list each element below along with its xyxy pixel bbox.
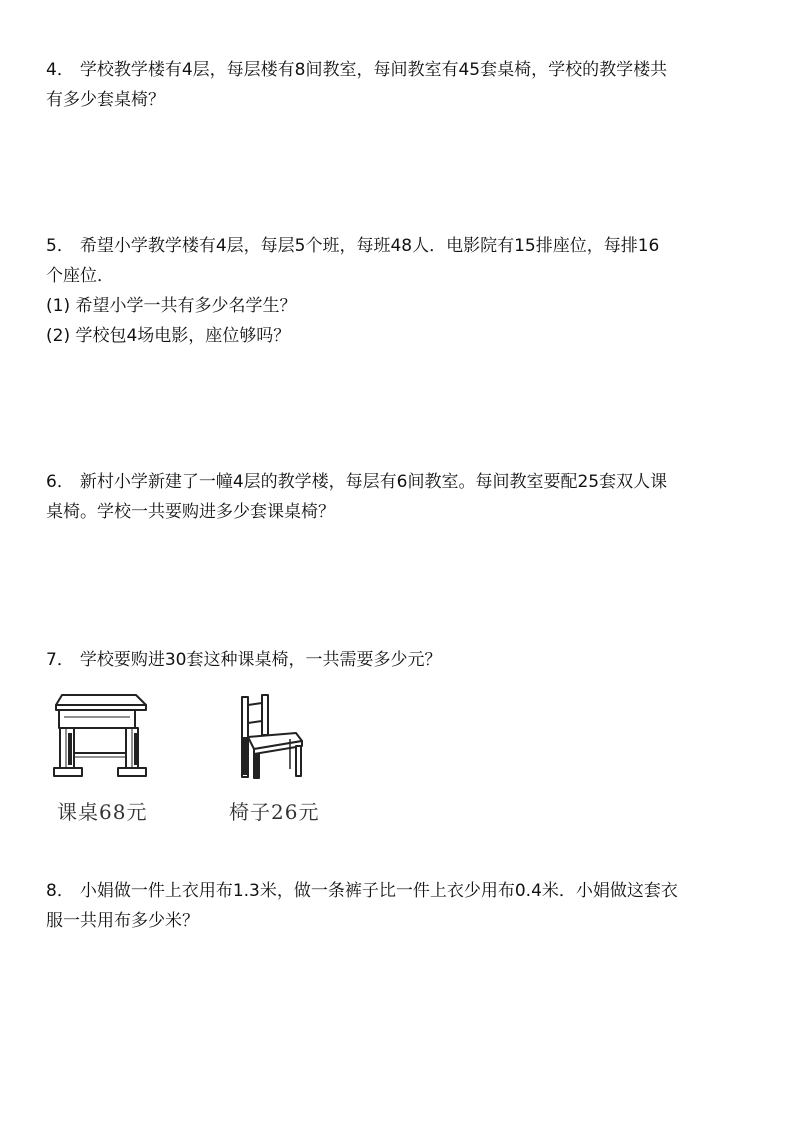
question-8 — [46, 876, 748, 936]
question-5-line-2: 个座位． — [46, 266, 114, 286]
desk-icon — [50, 683, 150, 785]
question-text: 小娟做一件上衣用布1.3米，做一条裤子比一件上衣少用布0.4米．小娟做这套衣 — [79, 881, 678, 901]
question-4-line-2: 有多少套桌椅？ — [46, 90, 165, 110]
question-4-line-1 — [46, 55, 748, 85]
question-4 — [46, 55, 748, 115]
question-7-line-1 — [46, 645, 748, 675]
question-number: 7． — [46, 650, 74, 670]
question-text: 希望小学教学楼有4层，每层5个班，每班48人．电影院有15排座位，每排16 — [79, 236, 660, 256]
question-8-line-2: 服一共用布多少米？ — [46, 911, 199, 931]
question-8-line-1 — [46, 876, 748, 906]
question-text: 学校教学楼有4层，每层楼有8间教室，每间教室有45套桌椅，学校的教学楼共 — [79, 60, 668, 80]
question-number: 5． — [46, 236, 74, 256]
question-5-sub-item-1: (1) 希望小学一共有多少名学生？ — [46, 296, 297, 316]
question-text: 学校要购进30套这种课桌椅，一共需要多少元？ — [79, 650, 442, 670]
question-6-line-2: 桌椅。学校一共要购进多少套课桌椅？ — [46, 502, 335, 522]
question-number: 6． — [46, 472, 74, 492]
question-5 — [46, 231, 748, 351]
question-number: 4． — [46, 60, 74, 80]
question-5-sub-item-2: (2) 学校包4场电影，座位够吗？ — [46, 326, 291, 346]
chair-price-caption: 椅子26元 — [229, 800, 320, 824]
desk-price-caption: 课桌68元 — [57, 800, 148, 824]
question-text: 新村小学新建了一幢4层的教学楼，每层有6间教室。每间教室要配25套双人课 — [79, 472, 668, 492]
chair-icon — [230, 693, 310, 785]
question-5-line-1 — [46, 231, 748, 261]
question-6-line-1 — [46, 467, 748, 497]
question-7 — [46, 645, 748, 675]
question-number: 8． — [46, 881, 74, 901]
question-6 — [46, 467, 748, 527]
